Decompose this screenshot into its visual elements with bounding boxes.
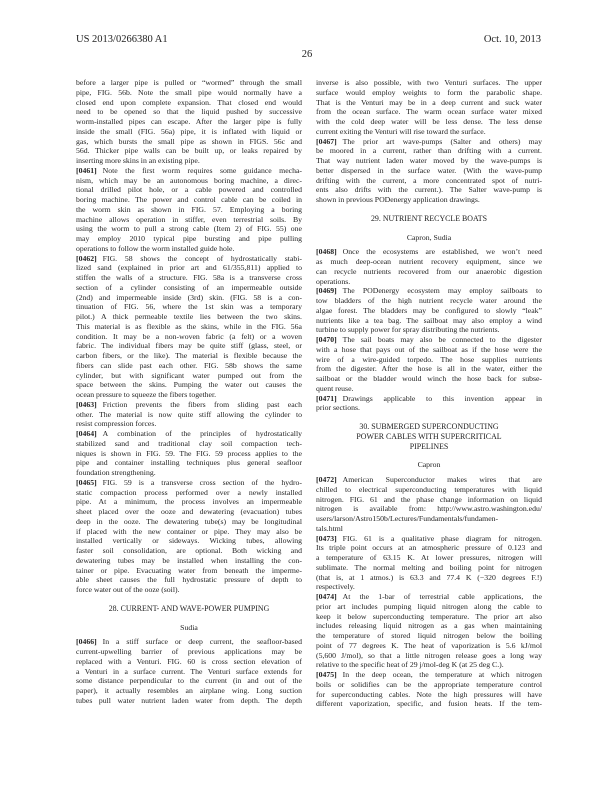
line-text: Friction prevents the fibers from sliding past each (102, 399, 302, 409)
text-line: can recycle nutrients recovered from our anaerobic digestion (316, 266, 542, 276)
text-line: with the cold deep water will be less dense. The less dense (316, 117, 542, 126)
section-authors: Sudia (180, 622, 198, 632)
text-line: some distance perpendicular to the current (in and out of the (76, 676, 302, 686)
text-line: boils or solidifies can be the appropriate temperature control (316, 679, 542, 689)
section-heading (76, 604, 302, 614)
text-line: sublimate. The normal melting and boiling point for nitrogen (316, 562, 542, 572)
text-line: keep it below superconducting temperature. The prior art also (316, 611, 542, 621)
paragraph (316, 534, 542, 593)
text-line: sailboat or the bladder would winch the hose back for subse- (316, 374, 542, 383)
section-heading (316, 422, 542, 451)
text-line (316, 137, 542, 147)
line-text: A combination of the principles of hydrostatically (102, 429, 302, 438)
text-line: stabilized sand and traditional clay soil compaction tech- (76, 438, 302, 448)
text-line: turbine to supply power for spray distributing the nutrients. (316, 325, 500, 335)
paragraph (76, 637, 302, 705)
text-line: current exiting the Venturi will rise toward the surface. (316, 126, 486, 136)
text-line: current-upwelling barrier of previous applications may be (76, 647, 302, 656)
paragraph (316, 394, 542, 414)
text-line: machine allows operation in stiffer, even terrestrial soils. By (76, 214, 302, 224)
paragraph-number: [0472] (316, 475, 337, 484)
text-line: algae forest. The bladders may be configured to slowly “leak” (316, 305, 542, 315)
text-line: closed end upon complete expansion. That closed end would (76, 97, 302, 107)
text-line: operations. (316, 276, 351, 286)
text-line: if placed with the new container or pipe. They may also be (76, 526, 302, 536)
text-line: sheet placed over the ooze and dewatering (evacuation) tubes (76, 507, 302, 516)
paragraph-number: [0473] (316, 533, 337, 543)
line-text: FIG. 59 is a transverse cross section of the hydro- (102, 477, 302, 487)
text-line: tional drilled pilot hole, or a cable powered and controlled (76, 185, 302, 195)
paragraph (316, 670, 542, 709)
text-line: 56d. Thicker pipe walls can be built up, or leaks repaired by (76, 146, 302, 156)
text-line: the temperature of stored liquid nitrogen below the boiling (316, 631, 542, 640)
text-column-left (76, 78, 302, 706)
text-line: replaced with a Venturi. FIG. 60 is cross section elevation of (76, 656, 302, 666)
text-line: pipe. At a minimum, the process involves an impermeable (76, 497, 302, 507)
text-line: from the ocean surface. The warm ocean surface water mixed (316, 107, 542, 117)
text-line: nutrients like a tea bag. The sailboat may also employ a wind (316, 315, 542, 325)
paragraph (316, 286, 542, 335)
text-line: for superconducting cables. Note the high pressures will have (316, 689, 542, 699)
line-text: FIG. 58 shows the concept of hydrostatically stabi- (102, 253, 302, 263)
text-line (76, 429, 302, 439)
text-line: That way nutrient laden water moved by the wave-pumps is (316, 156, 542, 165)
text-line: condition. It may be a non-woven fabric (a felt) or a woven (76, 331, 302, 341)
line-text: Note the first worm requires some guidance mecha- (102, 165, 302, 175)
paragraph-number: [0474] (316, 592, 337, 601)
text-line: surface would employ weights to form the parabolic shape. (316, 87, 542, 97)
paragraph (76, 478, 302, 595)
text-line: drifting with the current, a more concentrated spot of nutri- (316, 175, 542, 185)
text-line: fabric. The individual fibers may be quite stiff (glass, steel, or (76, 341, 302, 351)
text-line: relative to the specific heat of 29 j/mol-deg K (at 25 deg C.). (316, 660, 504, 670)
text-line: ocean pressure to squeeze the fibers together. (76, 390, 217, 399)
line-text: Drawings applicable to this invention appear in (342, 393, 542, 403)
text-line: need to be opened so that the liquid pushed by successive (76, 107, 302, 117)
text-line: pilot.) A thick permeable textile lies between the two skins. (76, 312, 302, 321)
text-line: Its triple point occurs at an atmospheric pressure of 0.123 and (316, 543, 542, 553)
text-line: shown in previous PODenergy application drawings. (316, 195, 480, 204)
text-line: installed vertically or sideways. Wicking tubes, allowing (76, 536, 302, 546)
section-authors: Capron, Sudia (406, 232, 452, 242)
text-line: quent reuse. (316, 383, 354, 393)
text-line: (2nd) and impermeable inside (3rd) skin. (FIG. 58 is a con- (76, 292, 302, 302)
text-line: operations to follow the worm installed guide hole. (76, 243, 235, 253)
paragraph (76, 78, 302, 166)
heading-line: 29. NUTRIENT RECYCLE BOATS (370, 213, 488, 223)
paragraph (76, 400, 302, 429)
text-line: point of 77 degrees K. The heat of vaporization is 5.6 kJ/mol (316, 640, 542, 650)
text-line: able sheet causes the full hydrostatic pressure of depth to (76, 575, 302, 585)
text-line: users/larson/Astro150b/Lectures/Fundamentals/fundamen- (316, 514, 499, 523)
heading-line: 30. SUBMERGED SUPERCONDUCTING (359, 422, 499, 431)
page-number: 26 (301, 49, 313, 60)
paragraph (316, 247, 542, 286)
paragraph-number: [0475] (316, 670, 337, 679)
paragraph (316, 335, 542, 394)
paragraph-number: [0467] (316, 136, 337, 146)
paragraph-number: [0461] (76, 165, 97, 175)
line-text: FIG. 61 is a qualitative phase diagram for nitrogen. (342, 533, 542, 543)
text-line: pipe, FIG. 56b. Note the small pipe would normally have a (76, 87, 302, 97)
text-line: a Venturi in a surface current. The Venturi surface extends for (76, 666, 302, 676)
text-line (76, 478, 302, 488)
text-line: tinuation of FIG. 56, where the 1st skin was a temporary (76, 302, 302, 312)
text-line (316, 592, 542, 602)
text-line: That is the Venturi may be in a deep current and suck water (316, 97, 542, 107)
text-line: boring machine. The power and control cable can be coiled in (76, 195, 302, 204)
paragraph-number: [0465] (76, 477, 97, 487)
text-line: using the worm to pull a strong cable (Item 2) of FIG. 55) one (76, 224, 302, 234)
text-line: chilled to electrical superconducting temperatures with liquid (316, 484, 542, 494)
section-heading (316, 214, 542, 224)
paragraph (316, 592, 542, 670)
text-line (316, 247, 542, 257)
publication-number: US 2013/0266380 A1 (76, 34, 168, 45)
text-line (76, 166, 302, 176)
text-line: fibers can slide past each other. FIG. 58b shows the same (76, 360, 302, 370)
text-line: tals.html (316, 523, 343, 533)
text-line: other. The material is now quite stiff allowing the cylinder to (76, 409, 302, 419)
line-text: The PODenergy ecosystem may employ sailboats to (342, 286, 542, 296)
paragraph-number: [0462] (76, 253, 97, 263)
text-line: inserting more skins in an existing pipe. (76, 156, 200, 165)
text-line: ents also drifts with the current.). The Salter wave-pump is (316, 185, 542, 195)
text-line: as much deep-ocean nutrient recovery equipment, since we (316, 257, 542, 266)
text-line (316, 335, 542, 345)
text-line (316, 286, 542, 296)
text-line: section of a cylinder consisting of an impermeable outside (76, 282, 302, 292)
text-line: foundation strengthening. (76, 468, 156, 477)
line-text: At the 1-bar of terrestrial cable applications, the (342, 592, 542, 601)
text-line: lized sand (explained in prior art and 61/355,811) applied to (76, 263, 302, 273)
text-line: prior sections. (316, 403, 360, 413)
text-line: static compaction process performed over a newly installed (76, 487, 302, 497)
line-text: In the deep ocean, the temperature at which nitrogen (342, 670, 542, 679)
text-line: before a larger pipe is pulled or “wormed” through the small (76, 78, 302, 87)
paragraph-number: [0463] (76, 399, 97, 409)
text-line: prior art includes pumping liquid nitrogen along the cable to (316, 601, 542, 611)
text-line: a temperature of 63.15 K. At lower pressures, nitrogen will (316, 553, 542, 562)
text-line: pipe and container installing techniques plus general seafloor (76, 458, 302, 468)
line-text: Once the ecosystems are established, we won’t need (342, 247, 542, 257)
text-line: niques is shown in FIG. 59. The FIG. 59 process applies to the (76, 448, 302, 458)
text-line (76, 254, 302, 264)
text-line: force water out of the ooze (soil). (76, 585, 180, 594)
heading-line: POWER CABLES WITH SUPERCRITICAL (356, 431, 502, 441)
text-line: tainer or pipe. Evacuating water from beneath the imperme- (76, 565, 302, 575)
paragraph (316, 78, 542, 137)
text-line: resist compression forces. (76, 419, 157, 429)
text-line: (5,600 J/mol), so that a little nitrogen release goes a long way (316, 650, 542, 660)
text-line: better dispersed in the surface water. (With the wave-pump (316, 165, 542, 175)
text-line: stiffen the walls of a structure. FIG. 58a is a transverse cross (76, 273, 302, 282)
text-line: paper), it actually resembles an airplane wing. Long suction (76, 686, 302, 695)
text-line (316, 475, 542, 485)
text-line: tow bladders of the high nutrient recycle water around the (316, 296, 542, 305)
publication-date: Oct. 10, 2013 (483, 34, 541, 45)
paragraph-number: [0464] (76, 429, 97, 438)
text-line: worm-installed pipes can escape. After the larger pipe is fully (76, 117, 302, 126)
text-line: dewatering tubes may be installed when installing the con- (76, 555, 302, 565)
text-line: nitrogen. FIG. 61 and the phase change information on liquid (316, 494, 542, 504)
text-line: faster soil consolidation, are optional. Both wicking and (76, 546, 302, 555)
paragraph-number: [0466] (76, 637, 97, 647)
paragraph-number: [0468] (316, 247, 337, 257)
text-line: be moored in a current, rather than drifting with a current. (316, 146, 542, 156)
line-text: American Superconductor makes wires that are (342, 475, 542, 484)
line-text: The sail boats may also be connected to the digester (342, 335, 542, 344)
text-line: may employ 2010 typical pipe bursting and pipe pulling (76, 234, 302, 243)
text-line: space between the skins. Pumping the water out causes the (76, 380, 302, 390)
text-line (316, 670, 542, 680)
text-line: respectively. (316, 582, 355, 592)
text-column-right (316, 78, 542, 709)
text-line: deep in the ooze. The dewatering tube(s) may be longitudinal (76, 516, 302, 526)
paragraph-number: [0471] (316, 393, 337, 403)
paragraph (76, 429, 302, 478)
text-line: nism, which may be an autonomous boring machine, a direc- (76, 175, 302, 185)
text-line: the worm skin as shown in FIG. 57. Employing a boring (76, 204, 302, 214)
heading-line: PIPELINES (409, 441, 449, 451)
text-line: tubes pull water nutrient laden water from depth. The depth (76, 695, 302, 705)
line-text: The prior art wave-pumps (Salter and others) may (342, 136, 542, 146)
text-line: nitrogen is available from: http://www.astro.washington.edu/ (316, 504, 542, 514)
text-line (76, 637, 302, 647)
text-line (76, 400, 302, 410)
paragraph (76, 166, 302, 254)
text-line: carbon fibers, or the like). The material is flexible because the (76, 351, 302, 360)
paragraph (76, 254, 302, 400)
text-line (316, 534, 542, 544)
text-line: gas, which bursts the small pipe as shown in FIGS. 56c and (76, 136, 302, 146)
text-line: from the digester. After the hose is all in the water, either the (316, 364, 542, 374)
text-line: inside the small (FIG. 56a) pipe, it is inflated with liquid or (76, 126, 302, 136)
paragraph-number: [0469] (316, 286, 337, 296)
section-authors: Capron (417, 460, 441, 470)
text-line: wire of a wire-guided torpedo. The hose supplies nutrients (316, 354, 542, 364)
text-line: cylinder, but with significant water pumped out from the (76, 370, 302, 380)
text-line: with a hose that pays out of the sailboat as if the hose were the (316, 344, 542, 354)
text-line: includes releasing liquid nitrogen as a gas when maintaining (316, 621, 542, 631)
paragraph (316, 475, 542, 534)
text-line: different vaporization, specific, and fusion heats. If the tem- (316, 699, 542, 709)
heading-line: 28. CURRENT- AND WAVE-POWER PUMPING (108, 603, 270, 613)
text-line: This material is as flexible as the skins, while in the FIG. 56a (76, 321, 302, 331)
text-line: inverse is also possible, with two Venturi surfaces. The upper (316, 78, 542, 87)
paragraph (316, 137, 542, 205)
paragraph-number: [0470] (316, 335, 337, 344)
text-line: (that is, at 1 atmos.) is 63.3 and 77.4 K (−320 degrees F.!) (316, 572, 542, 582)
text-line (316, 394, 542, 404)
line-text: In a stiff surface or deep current, the seafloor-based (102, 637, 302, 647)
